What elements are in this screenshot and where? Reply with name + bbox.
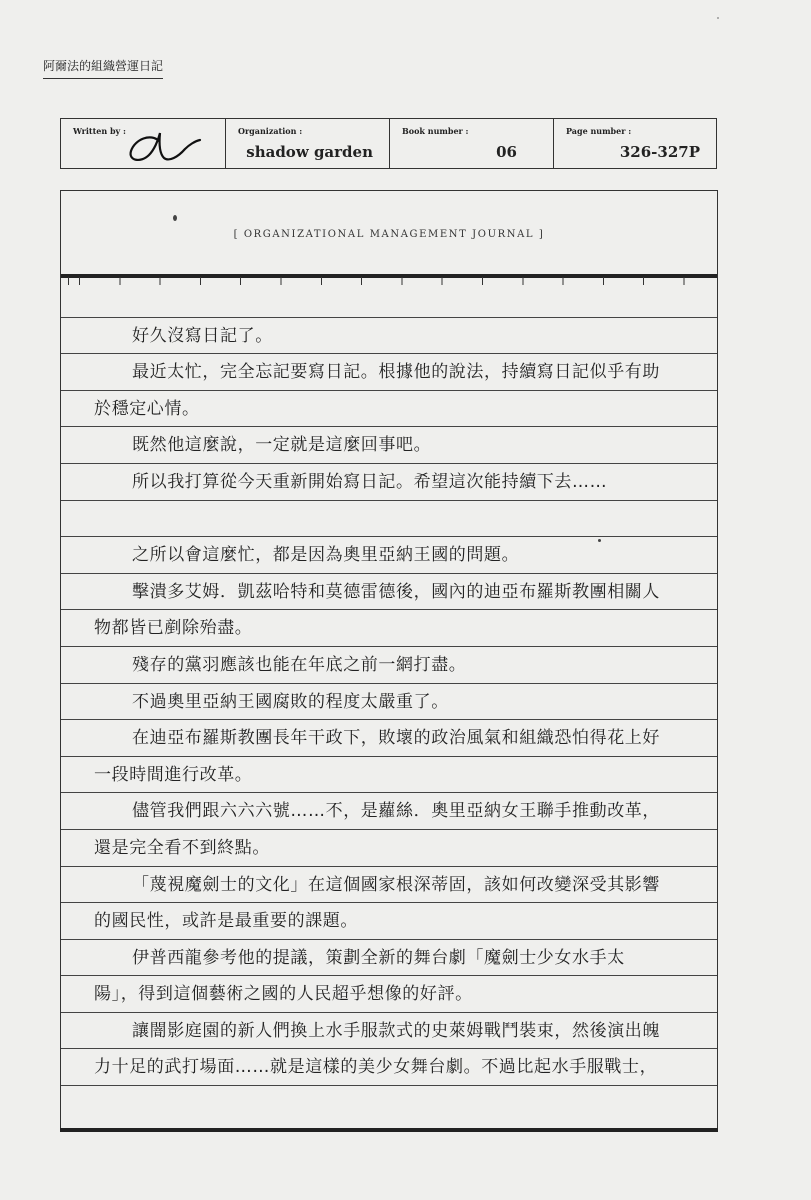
- journal-line: [61, 1086, 717, 1123]
- journal-line: 一段時間進行改革。: [61, 757, 717, 794]
- journal-line: 既然他這麼說，一定就是這麼回事吧。: [61, 427, 717, 464]
- journal-line: 伊普西龍參考他的提議，策劃全新的舞台劇「魔劍士少女水手太: [61, 940, 717, 977]
- journal-line: [61, 501, 717, 538]
- journal-line: 還是完全看不到終點。: [61, 830, 717, 867]
- signature-icon: [123, 123, 203, 167]
- book-number-label: Book number :: [402, 126, 469, 136]
- journal-title: [ ORGANIZATIONAL MANAGEMENT JOURNAL ]: [233, 229, 545, 240]
- journal-line: [61, 281, 717, 318]
- journal-line: 的國民性，或許是最重要的課題。: [61, 903, 717, 940]
- journal-line: 之所以會這麼忙，都是因為奧里亞納王國的問題。: [61, 537, 717, 574]
- organization-label: Organization :: [238, 126, 303, 136]
- journal-line: 陽」，得到這個藝術之國的人民超乎想像的好評。: [61, 976, 717, 1013]
- journal-line: 「蔑視魔劍士的文化」在這個國家根深蒂固，該如何改變深受其影響: [61, 867, 717, 904]
- journal-line: 擊潰多艾姆．凱茲哈特和莫德雷德後，國內的迪亞布羅斯教團相關人: [61, 574, 717, 611]
- journal-line: 於穩定心情。: [61, 391, 717, 428]
- organization-cell: [226, 119, 390, 168]
- journal-line: 物都皆已剷除殆盡。: [61, 610, 717, 647]
- journal-line: 儘管我們跟六六六號……不，是蘿絲．奧里亞納女王聯手推動改革，: [61, 793, 717, 830]
- journal-bottom-bar: [60, 1128, 718, 1132]
- page-number-cell: [554, 119, 716, 168]
- journal-line: 力十足的武打場面……就是這樣的美少女舞台劇。不過比起水手服戰士，: [61, 1049, 717, 1086]
- book-number-value: 06: [496, 143, 517, 161]
- ink-speck: [717, 17, 719, 19]
- page-number-value: 326-327P: [619, 143, 700, 161]
- journal-line: 殘存的黨羽應該也能在年底之前一網打盡。: [61, 647, 717, 684]
- ink-speck: [173, 215, 177, 221]
- journal-lines: [61, 281, 717, 1123]
- page-number-label: Page number :: [566, 126, 632, 136]
- journal-line: 讓闇影庭園的新人們換上水手服款式的史萊姆戰鬥裝束，然後演出魄: [61, 1013, 717, 1050]
- journal-header: [61, 191, 717, 278]
- ink-speck: [598, 539, 601, 542]
- journal-box: [60, 190, 718, 1129]
- journal-info-box: [60, 118, 717, 169]
- book-number-cell: [390, 119, 554, 168]
- journal-line: 不過奧里亞納王國腐敗的程度太嚴重了。: [61, 684, 717, 721]
- journal-line: 所以我打算從今天重新開始寫日記。希望這次能持續下去……: [61, 464, 717, 501]
- page-header-title: 阿爾法的組織營運日記: [43, 57, 163, 79]
- written-by-label: Written by :: [73, 126, 126, 136]
- journal-line: 好久沒寫日記了。: [61, 318, 717, 355]
- organization-value: shadow garden: [246, 143, 373, 161]
- journal-line: 最近太忙，完全忘記要寫日記。根據他的說法，持續寫日記似乎有助: [61, 354, 717, 391]
- written-by-cell: [61, 119, 226, 168]
- journal-line: 在迪亞布羅斯教團長年干政下，敗壞的政治風氣和組織恐怕得花上好: [61, 720, 717, 757]
